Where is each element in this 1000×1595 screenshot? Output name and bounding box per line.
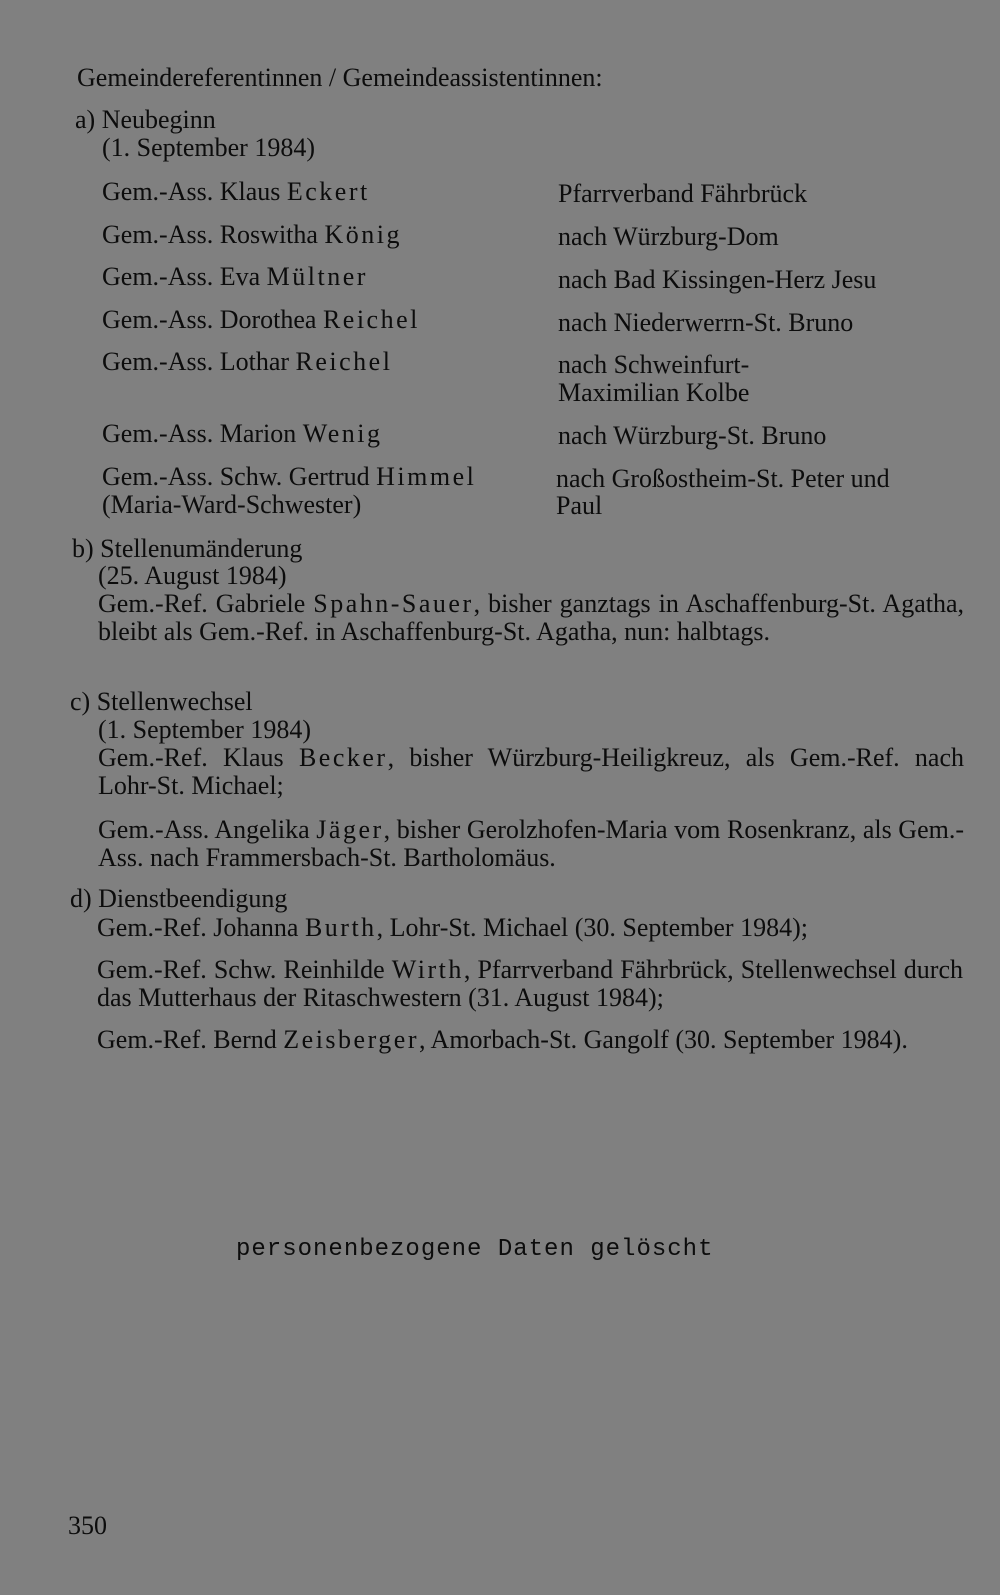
- section-c-date: (1. September 1984): [98, 715, 312, 744]
- section-a-entry-2-destination: nach Würzburg-Dom: [558, 222, 779, 251]
- section-a-entry-5-destination: nach Schweinfurt-: [558, 350, 750, 379]
- section-a-entry-7-destination-cont: Paul: [556, 491, 603, 520]
- page-heading: Gemeindereferentinnen / Gemeindeassistentinnen:: [77, 63, 603, 92]
- section-a-entry-2-name: Gem.-Ass. Roswitha König: [102, 220, 402, 249]
- section-c-label: c) Stellenwechsel: [70, 687, 253, 716]
- section-d-item-3: Gem.-Ref. Bernd Zeisberger, Amorbach-St. Gangolf (30. September 1984).: [97, 1025, 908, 1054]
- section-c-item-1: Gem.-Ref. Klaus Becker, bisher Würzburg-Heiligkreuz, als Gem.-Ref. nach Lohr-St. Michael;: [98, 743, 964, 800]
- page-number: 350: [68, 1511, 107, 1540]
- section-a-entry-7-destination: nach Großostheim-St. Peter und: [556, 464, 890, 493]
- section-a-entry-1-name: Gem.-Ass. Klaus Eckert: [102, 177, 370, 206]
- section-b-label: b) Stellenumänderung: [72, 534, 303, 563]
- section-a-entry-3-destination: nach Bad Kissingen-Herz Jesu: [558, 265, 877, 294]
- section-a-entry-4-destination: nach Niederwerrn-St. Bruno: [558, 308, 854, 337]
- section-a-label: a) Neubeginn: [75, 105, 216, 134]
- section-b-text: Gem.-Ref. Gabriele Spahn-Sauer, bisher ganztags in Aschaffenburg-St. Agatha, bleibt als Gem.-Ref. in Aschaffenburg-St. Agatha, nun: halbtags.: [98, 589, 964, 646]
- section-a-entry-5-destination-cont: Maximilian Kolbe: [558, 378, 750, 407]
- section-a-entry-7-note: (Maria-Ward-Schwester): [102, 490, 362, 519]
- section-a-entry-6-name: Gem.-Ass. Marion Wenig: [102, 419, 383, 448]
- section-d-item-2: Gem.-Ref. Schw. Reinhilde Wirth, Pfarrverband Fährbrück, Stellenwechsel durch das Mutterhaus der Ritaschwestern (31. August 1984);: [97, 955, 964, 1012]
- redaction-note: personenbezogene Daten gelöscht: [236, 1236, 714, 1263]
- section-d-item-1: Gem.-Ref. Johanna Burth, Lohr-St. Michael (30. September 1984);: [97, 913, 808, 942]
- section-a-entry-6-destination: nach Würzburg-St. Bruno: [558, 421, 827, 450]
- section-a-entry-7-name: Gem.-Ass. Schw. Gertrud Himmel: [102, 462, 477, 491]
- section-d-label: d) Dienstbeendigung: [70, 884, 288, 913]
- section-a-date: (1. September 1984): [102, 133, 316, 162]
- section-a-entry-1-destination: Pfarrverband Fährbrück: [558, 179, 808, 208]
- section-b-date: (25. August 1984): [98, 561, 287, 590]
- section-a-entry-5-name: Gem.-Ass. Lothar Reichel: [102, 347, 393, 376]
- section-c-item-2: Gem.-Ass. Angelika Jäger, bisher Gerolzhofen-Maria vom Rosenkranz, als Gem.-Ass. nach Frammersbach-St. Bartholomäus.: [98, 815, 964, 872]
- section-a-entry-4-name: Gem.-Ass. Dorothea Reichel: [102, 305, 420, 334]
- section-a-entry-3-name: Gem.-Ass. Eva Mültner: [102, 262, 368, 291]
